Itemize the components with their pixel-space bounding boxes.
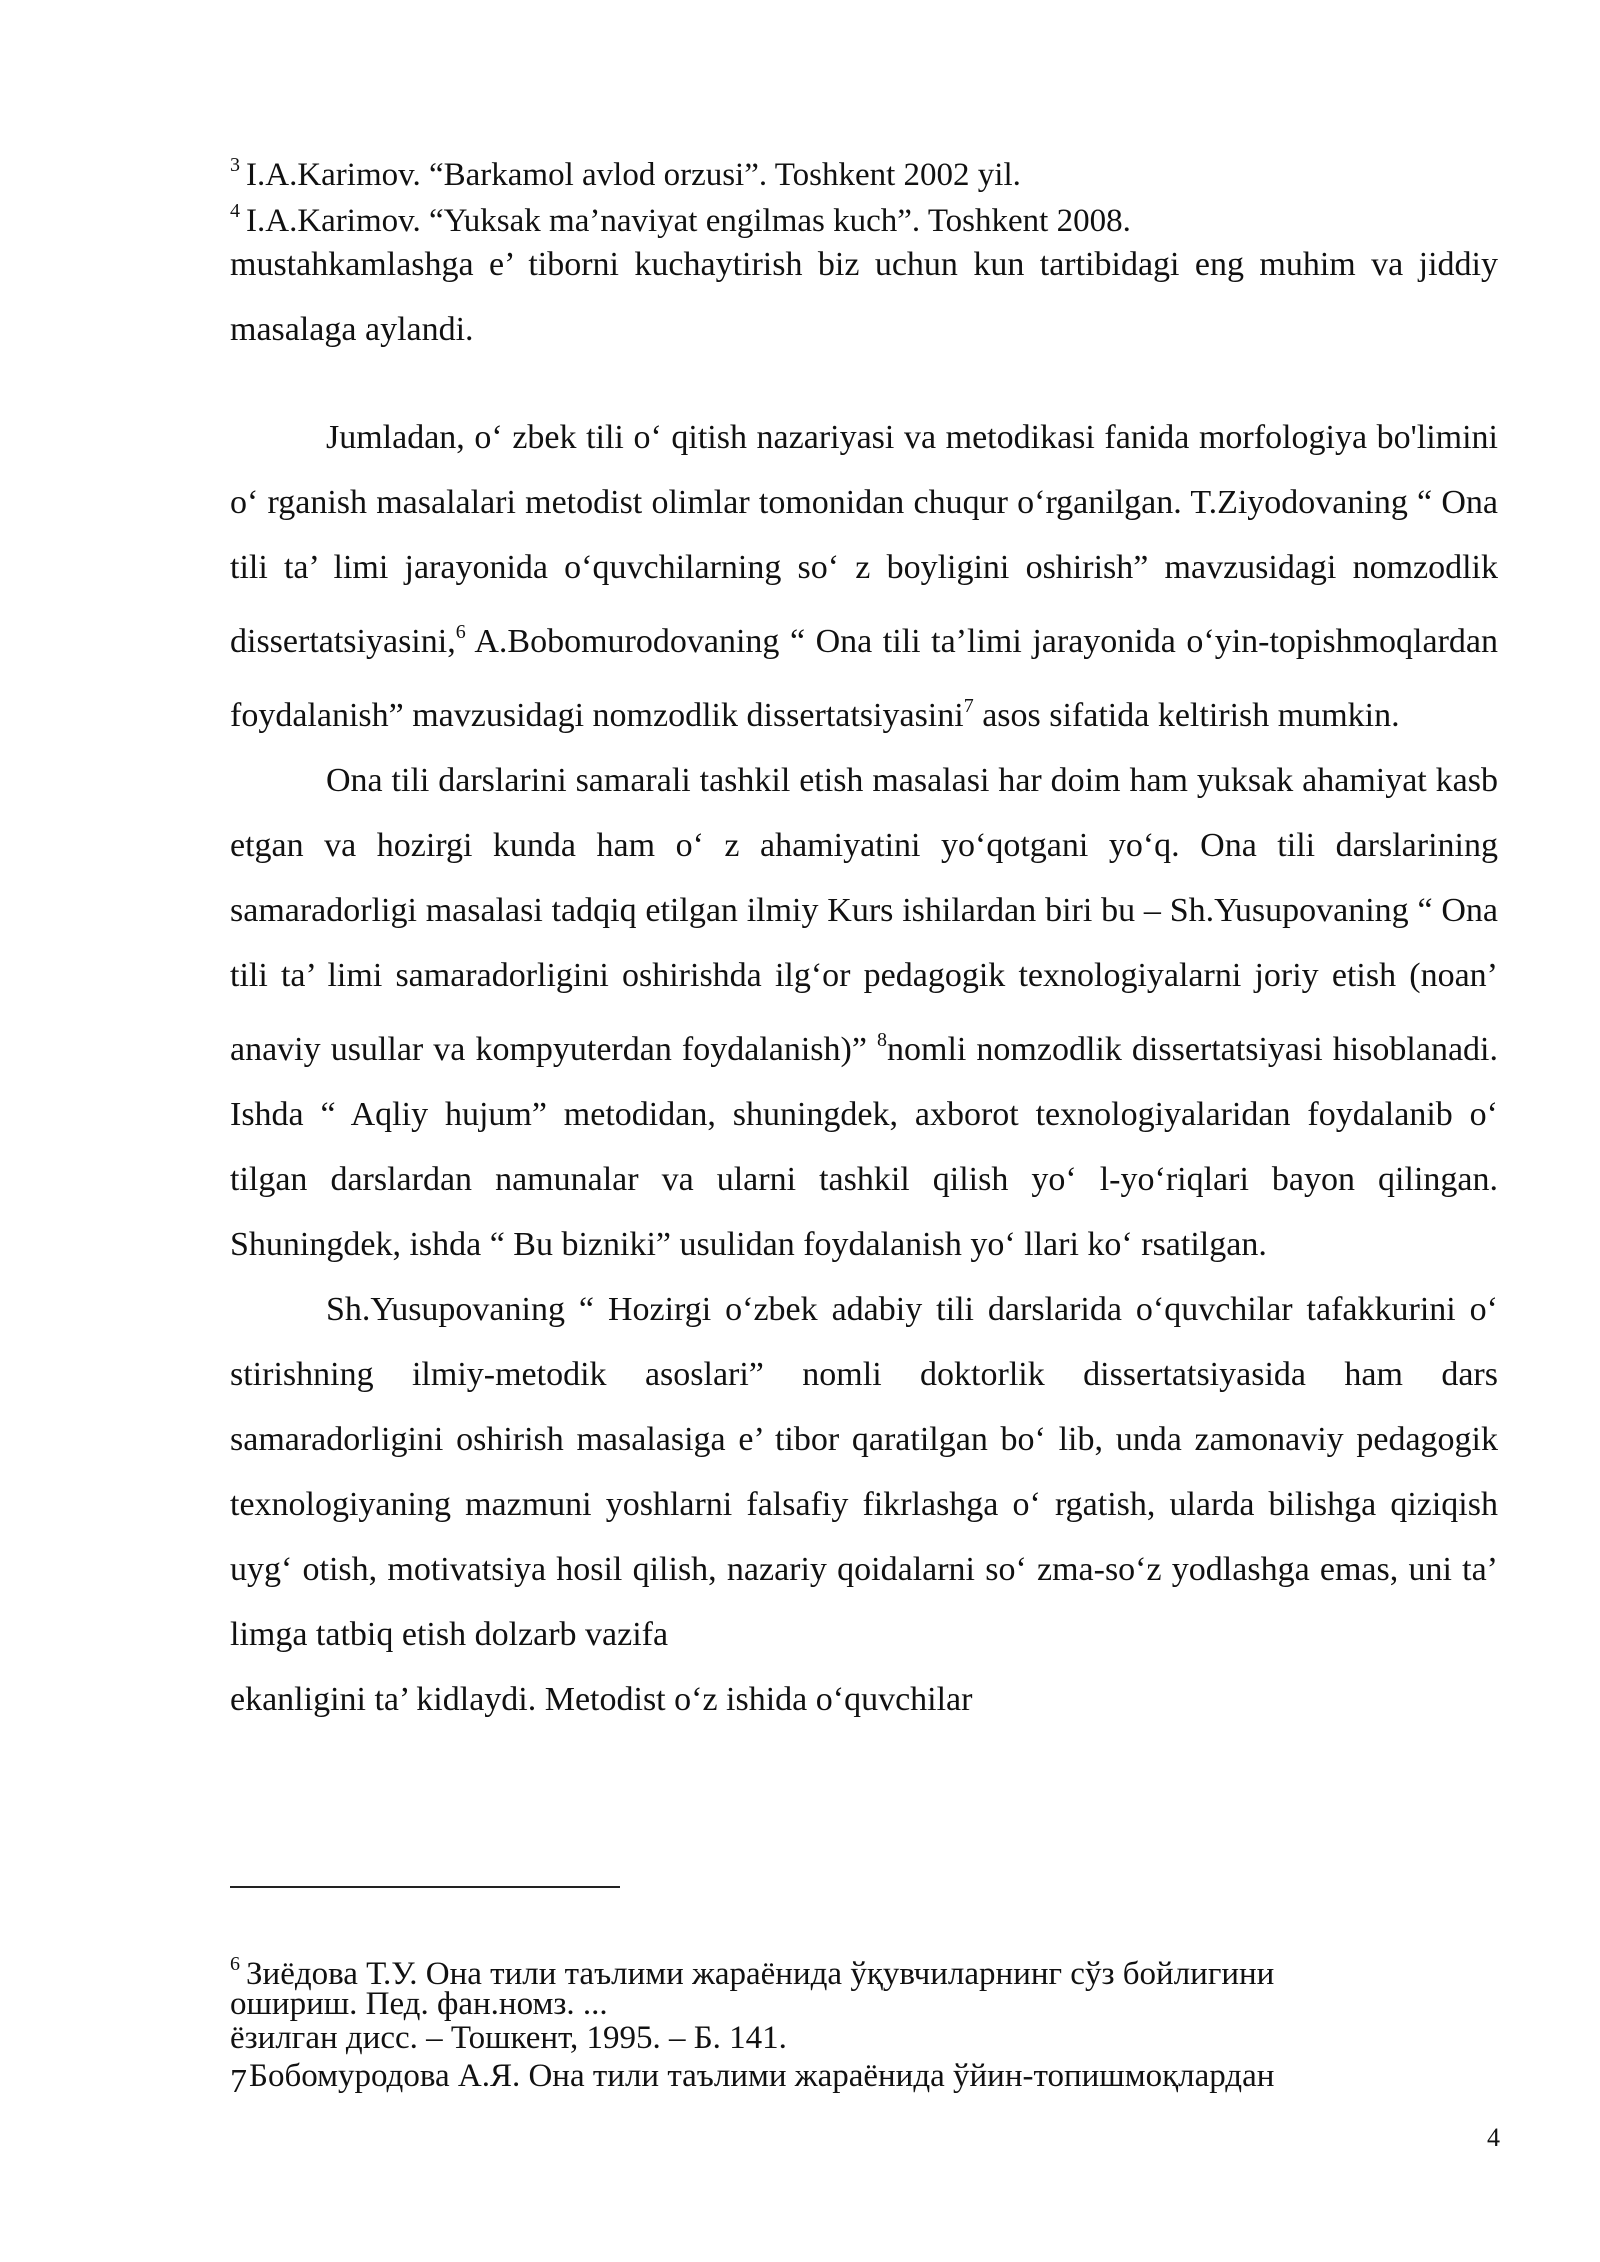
footnote-ref: 8 — [877, 1029, 888, 1051]
paragraph-lessons — [230, 748, 1498, 1277]
footnote-number: 7 — [230, 2063, 247, 2100]
intro-paragraph: mustahkamlashga e’ tiborni kuchaytirish biz uchun kun tartibidagi eng muhim va jiddiy masalaga aylandi. — [230, 246, 1498, 348]
footnote-ref: 6 — [455, 621, 466, 643]
footnote-text: Зиёдова Т.У. Она тили таълими жараёнида ўқувчиларнинг сўз бойлигини — [246, 1956, 1275, 1992]
footnote-text: Бобомуродова А.Я. Она тили таълими жараёнида ўйин-топишмоқлардан — [249, 2058, 1275, 2094]
footnote-6-line-3: ёзилган дисс. – Тошкент, 1995. – Б. 141. — [230, 2020, 787, 2056]
footnote-number: 3 — [230, 154, 240, 176]
paragraph-text: Ona tili darslarini samarali tashkil etish masalasi har doim ham yuksak ahamiyat kasb etgan va hozirgi kunda ham o‘ z ahamiyatini yo‘qotgani yo‘q. Ona tili darslarining samaradorligi masalasi tadqiq etilgan ilmiy Kurs ishilardan biri bu – Sh.Yusupovaning “ Ona tili ta’ limi samaradorligini oshirishda ilg‘or pedagogik texnologiyalarni joriy etish (noan’ anaviy usullar va kompyuterdan foydalanish)” — [230, 762, 1498, 1068]
body-text — [230, 232, 1498, 1732]
paragraph-text: Jumladan, o‘ zbek tili o‘ qitish nazariyasi va metodikasi fanida morfologiya bo'limini o‘ rganish masalalari metodist olimlar tomonidan chuqur o‘rganilgan. T.Ziyodovaning “ Ona tili ta’ limi jarayonida o‘quvchilarning so‘ z boyligini oshirish” mavzusidagi nomzodlik dissertatsiyasini, — [230, 419, 1498, 660]
footnote-7 — [230, 2057, 1500, 2100]
paragraph-yusupova: Sh.Yusupovaning “ Hozirgi o‘zbek adabiy tili darslarida o‘quvchilar tafakkurini o‘ stirishning ilmiy-metodik asoslari” nomli doktorlik dissertatsiyasida ham dars samaradorligini oshirish masalasiga e’ tibor qaratilgan bo‘ lib, unda zamonaviy pedagogik texnologiyaning mazmuni yoshlarni falsafiy fikrlashga o‘ rgatish, ularda bilishga qiziqish uyg‘ otish, motivatsiya hosil qilish, nazariy qoidalarni so‘ zma-so‘z yodlashga emas, uni ta’ limga tatbiq etish dolzarb vazifa — [230, 1291, 1498, 1653]
paragraph-morphology — [230, 405, 1498, 748]
footnote-text: I.A.Karimov. “Barkamol avlod orzusi”. Toshkent 2002 yil. — [246, 157, 1021, 193]
paragraph-text: nomli nomzodlik dissertatsiyasi hisoblanadi. Ishda “ Aqliy hujum” metodidan, shuningdek, axborot texnologiyalaridan foydalanib o‘ tilgan darslardan namunalar va ularni tashkil qilish yo‘ l-yo‘riqlari bayon qilingan. Shuningdek, ishda “ Bu bizniki” usulidan foydalanish yo‘ llari ko‘ rsatilgan. — [230, 1031, 1498, 1263]
footnote-ref: 7 — [963, 695, 974, 717]
footnote-number: 6 — [230, 1953, 240, 1975]
page-number: 4 — [1487, 2123, 1500, 2152]
footnote-6-line-2: ошириш. Пед. фан.номз. ... — [230, 1986, 608, 2022]
footnote-text: I.A.Karimov. “Yuksak ma’naviyat engilmas kuch”. Toshkent 2008. — [246, 203, 1131, 239]
paragraph-last-line: ekanligini ta’ kidlaydi. Metodist o‘z ishida o‘quvchilar — [230, 1681, 973, 1718]
footnote-separator — [230, 1886, 620, 1888]
paragraph-text: A.Bobomurodovaning “ Ona tili ta’limi jarayonida o‘yin-topishmoqlardan foydalanish” mavzusidagi nomzodlik dissertatsiyasini — [230, 623, 1498, 734]
footnote-number: 4 — [230, 200, 240, 222]
paragraph-text: asos sifatida keltirish mumkin. — [973, 697, 1400, 734]
